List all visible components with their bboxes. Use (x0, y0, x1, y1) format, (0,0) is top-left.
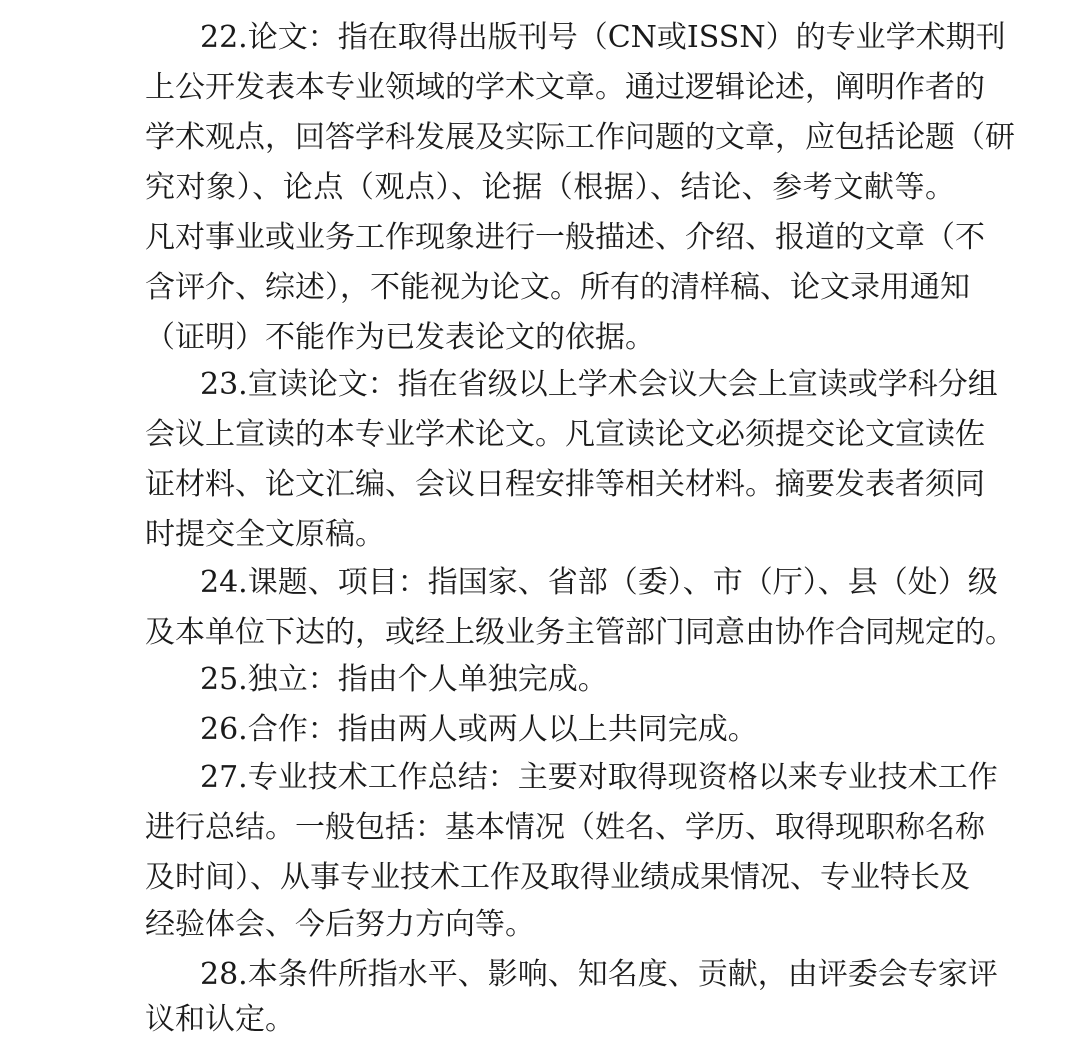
text-line: 经验体会、今后努力方向等。 (145, 907, 535, 942)
text-line: 及时间）、从事专业技术工作及取得业绩成果情况、专业特长及 (145, 860, 970, 895)
text-line: 23.宣读论文：指在省级以上学术会议大会上宣读或学科分组 (200, 367, 998, 402)
text-line: 26.合作：指由两人或两人以上共同完成。 (200, 712, 758, 747)
text-line: 27.专业技术工作总结：主要对取得现资格以来专业技术工作 (200, 760, 998, 795)
text-line: 学术观点，回答学科发展及实际工作问题的文章，应包括论题（研 (145, 120, 1015, 155)
text-line: 时提交全文原稿。 (145, 517, 385, 552)
text-line: 22.论文：指在取得出版刊号（CN或ISSN）的专业学术期刊 (200, 20, 1006, 55)
text-line: 议和认定。 (145, 1002, 295, 1037)
text-line: 含评介、综述），不能视为论文。所有的清样稿、论文录用通知 (145, 270, 970, 305)
text-line: 28.本条件所指水平、影响、知名度、贡献，由评委会专家评 (200, 957, 998, 992)
text-line: 24.课题、项目：指国家、省部（委）、市（厅）、县（处）级 (200, 565, 998, 600)
text-line: 上公开发表本专业领域的学术文章。通过逻辑论述，阐明作者的 (145, 70, 985, 105)
text-line: 25.独立：指由个人单独完成。 (200, 662, 608, 697)
text-line: 及本单位下达的，或经上级业务主管部门同意由协作合同规定的。 (145, 615, 1015, 650)
text-line: 证材料、论文汇编、会议日程安排等相关材料。摘要发表者须同 (145, 467, 985, 502)
text-line: 会议上宣读的本专业学术论文。凡宣读论文必须提交论文宣读佐 (145, 417, 985, 452)
text-line: 究对象）、论点（观点）、论据（根据）、结论、参考文献等。 (145, 170, 955, 205)
text-line: 进行总结。一般包括：基本情况（姓名、学历、取得现职称名称 (145, 810, 985, 845)
text-line: （证明）不能作为已发表论文的依据。 (145, 320, 655, 355)
text-line: 凡对事业或业务工作现象进行一般描述、介绍、报道的文章（不 (145, 220, 985, 255)
